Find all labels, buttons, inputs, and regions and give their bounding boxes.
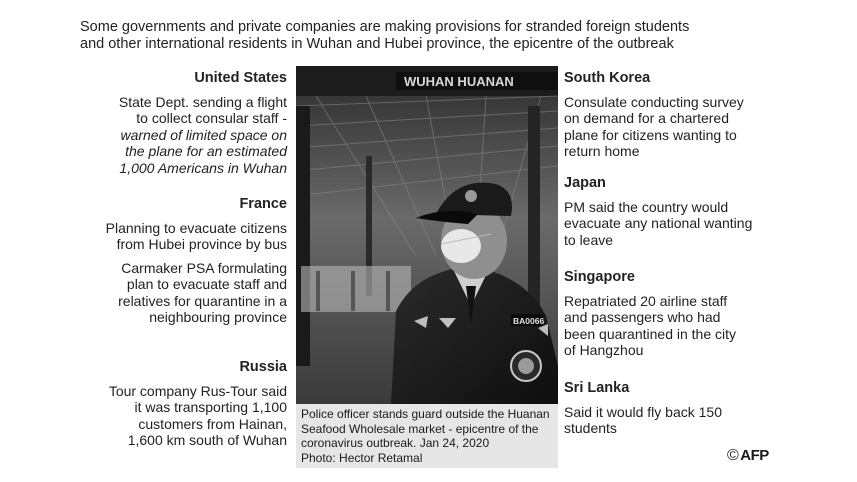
section-russia xyxy=(104,359,287,449)
section-united-states xyxy=(104,70,287,176)
section-text: Carmaker PSA formulating plan to evacuate staff and relatives for quarantine in a neighbouring province xyxy=(118,259,287,325)
country-heading: France xyxy=(239,196,287,212)
section-singapore xyxy=(564,269,744,359)
section-south-korea xyxy=(564,70,759,160)
section-text: Consulate conducting survey on demand for a chartered plane for citizens wanting to return home xyxy=(564,93,744,159)
agency-name: AFP xyxy=(740,447,769,464)
section-text: Said it would fly back 150 students xyxy=(564,403,722,436)
section-japan xyxy=(564,175,759,248)
country-heading: Russia xyxy=(239,359,287,375)
country-heading: Japan xyxy=(564,175,606,191)
intro-line-1: Some governments and private companies are making provisions for stranded foreign students xyxy=(80,19,690,35)
caption-line: coronavirus outbreak. Jan 24, 2020 xyxy=(301,436,490,451)
afp-logo xyxy=(727,447,769,465)
copyright-symbol: © xyxy=(727,447,739,464)
section-text: Tour company Rus-Tour said it was transporting 1,100 customers from Hainan, 1,600 km south of Wuhan xyxy=(108,382,287,448)
section-sri-lanka xyxy=(564,380,724,437)
intro-line-2: and other international residents in Wuhan and Hubei province, the epicentre of the outbreak xyxy=(80,36,674,52)
news-photo xyxy=(296,66,558,404)
section-france xyxy=(100,196,287,326)
market-sign: WUHAN HUANAN xyxy=(404,74,514,89)
officer-badge: BA0066 xyxy=(513,316,545,326)
photo-credit: Photo: Hector Retamal xyxy=(301,450,423,465)
country-heading: United States xyxy=(194,70,287,86)
intro-text xyxy=(80,19,780,53)
section-text: PM said the country would evacuate any national wanting to leave xyxy=(564,198,753,248)
photo-caption xyxy=(296,404,558,468)
country-heading: South Korea xyxy=(564,70,651,86)
country-heading: Singapore xyxy=(564,269,635,285)
section-text: Planning to evacuate citizens from Hubei province by bus xyxy=(105,219,287,252)
section-text: Repatriated 20 airline staff and passengers who had been quarantined in the city of Hangzhou xyxy=(564,292,737,358)
country-heading: Sri Lanka xyxy=(564,380,630,396)
caption-line: Police officer stands guard outside the Huanan xyxy=(301,407,550,421)
section-text-italic: warned of limited space on the plane for an estimated 1,000 Americans in Wuhan xyxy=(119,126,287,176)
section-text: State Dept. sending a flight to collect consular staff - xyxy=(118,93,287,126)
caption-line: Seafood Wholesale market - epicentre of the xyxy=(301,421,539,436)
